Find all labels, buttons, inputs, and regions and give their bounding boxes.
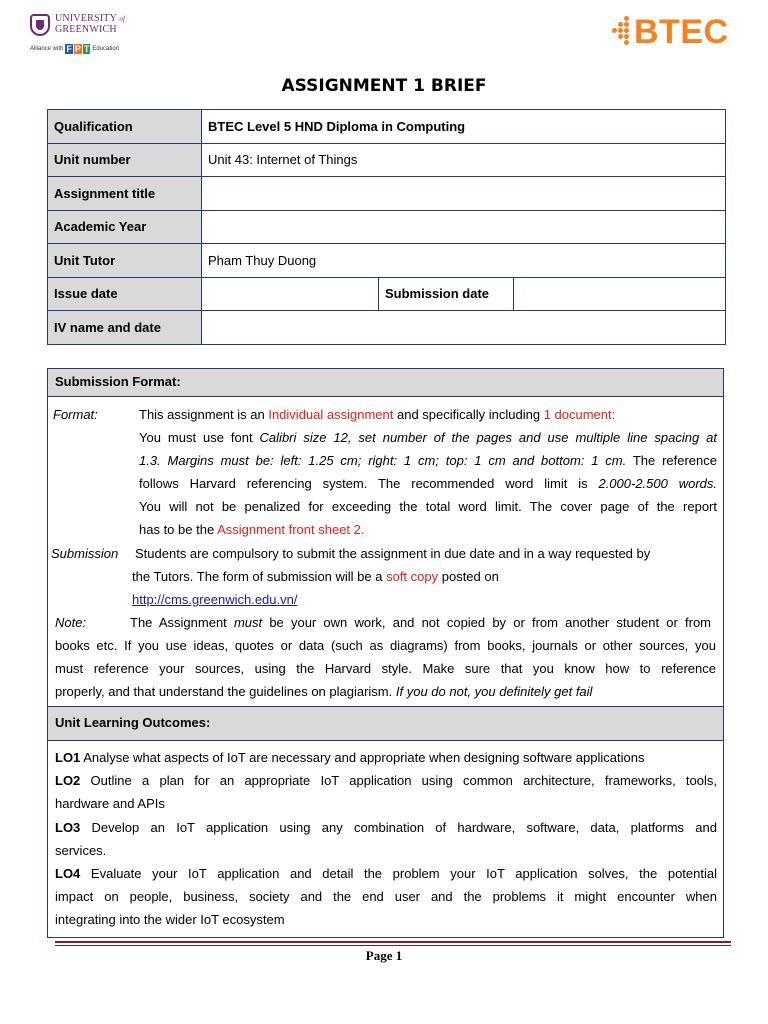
unit-number-label: Unit number <box>48 143 202 177</box>
footer-divider-thin <box>55 945 731 946</box>
page-title: ASSIGNMENT 1 BRIEF <box>281 76 487 96</box>
assignment-info-table <box>47 109 726 345</box>
learning-outcomes-heading: Unit Learning Outcomes: <box>47 706 724 741</box>
submission-line-2: the Tutors. The form of submission will be a soft copy posted on <box>132 569 499 584</box>
format-line-5: You will not be penalized for exceeding the total word limit. The cover page of the report <box>139 499 717 514</box>
assignment-title-label: Assignment title <box>48 177 202 211</box>
lo2-item: LO2 Outline a plan for an appropriate IoT application using common architecture, frameworks, tools, <box>55 773 717 788</box>
note-line-4: properly, and that understand the guidelines on plagiarism. If you do not, you definitely get fail <box>55 684 593 699</box>
fpt-letter-t: T <box>83 44 90 54</box>
fpt-letter-p: P <box>74 44 81 54</box>
table-row <box>48 110 726 144</box>
uni-name-line1: UNIVERSITY <box>55 13 117 24</box>
submission-format-section <box>47 368 724 707</box>
iv-name-date-label: IV name and date <box>48 311 202 345</box>
uni-name-of: of <box>119 15 126 23</box>
alliance-fpt <box>30 44 119 54</box>
alliance-text: Alliance with <box>30 46 64 52</box>
issue-date-value <box>202 277 379 311</box>
table-row <box>48 143 726 177</box>
university-of-greenwich-logo <box>30 12 140 60</box>
lo1-item: LO1 Analyse what aspects of IoT are necessary and appropriate when designing software applications <box>55 750 645 765</box>
format-line-1: This assignment is an Individual assignment and specifically including 1 document: <box>139 407 616 422</box>
submission-line-1: Students are compulsory to submit the assignment in due date and in a way requested by <box>135 546 651 561</box>
page-number: Page 1 <box>365 948 403 963</box>
issue-date-label: Issue date <box>48 277 202 311</box>
table-row <box>48 244 726 278</box>
submission-format-body <box>48 397 723 707</box>
education-text: Education <box>92 46 120 52</box>
qualification-label: Qualification <box>48 110 202 144</box>
submission-format-heading: Submission Format: <box>48 369 723 397</box>
unit-tutor-value: Pham Thuy Duong <box>202 244 726 278</box>
table-row <box>48 210 726 244</box>
qualification-value: BTEC Level 5 HND Diploma in Computing <box>202 110 726 144</box>
lo2-item-cont: hardware and APIs <box>55 796 165 811</box>
university-crest-icon <box>30 14 50 36</box>
table-row <box>48 311 726 345</box>
submission-date-value <box>514 277 726 311</box>
btec-dots-icon <box>612 16 634 50</box>
cms-link[interactable]: http://cms.greenwich.edu.vn/ <box>132 592 298 607</box>
note-label: Note: <box>55 615 87 630</box>
learning-outcomes-list <box>47 740 724 938</box>
btec-text: BTEC <box>634 13 729 51</box>
lo4-item-cont-1: impact on people, business, society and the end user and the problems it might encounter when <box>55 889 717 904</box>
iv-name-date-value <box>202 311 726 345</box>
table-row <box>48 177 726 211</box>
note-line-2: books etc. If you use ideas, quotes or data (such as diagrams) from books, journals or other sources, you <box>55 638 716 653</box>
uni-name-line2: GREENWICH <box>55 24 117 35</box>
submission-label: Submission <box>51 546 119 561</box>
fpt-letter-f: F <box>66 44 72 54</box>
footer-divider <box>55 941 731 943</box>
format-label: Format: <box>53 407 98 422</box>
lo4-item: LO4 Evaluate your IoT application and detail the problem your IoT application solves, the potential <box>55 866 717 881</box>
lo3-item: LO3 Develop an IoT application using any combination of hardware, software, data, platforms and <box>55 820 717 835</box>
unit-number-value: Unit 43: Internet of Things <box>202 143 726 177</box>
submission-date-label: Submission date <box>379 277 514 311</box>
format-line-4: follows Harvard referencing system. The recommended word limit is 2.000-2.500 words. <box>139 476 718 491</box>
unit-tutor-label: Unit Tutor <box>48 244 202 278</box>
academic-year-value <box>202 210 726 244</box>
lo4-item-cont-2: integrating into the wider IoT ecosystem <box>55 912 285 927</box>
table-row <box>48 277 726 311</box>
fpt-logo <box>65 44 90 54</box>
format-line-6: has to be the Assignment front sheet 2. <box>139 522 365 537</box>
academic-year-label: Academic Year <box>48 210 202 244</box>
btec-logo <box>612 14 744 54</box>
note-line-3: must reference your sources, using the Harvard style. Make sure that you know how to reference <box>55 661 716 676</box>
format-line-3: 1.3. Margins must be: left: 1.25 cm; right: 1 cm; top: 1 cm and bottom: 1 cm. The reference <box>139 453 717 468</box>
lo3-item-cont: services. <box>55 843 107 858</box>
format-line-2: You must use font Calibri size 12, set number of the pages and use multiple line spacing at <box>139 430 717 445</box>
note-line-1: The Assignment must be your own work, and not copied by or from another student or from <box>130 615 711 630</box>
assignment-title-value <box>202 177 726 211</box>
